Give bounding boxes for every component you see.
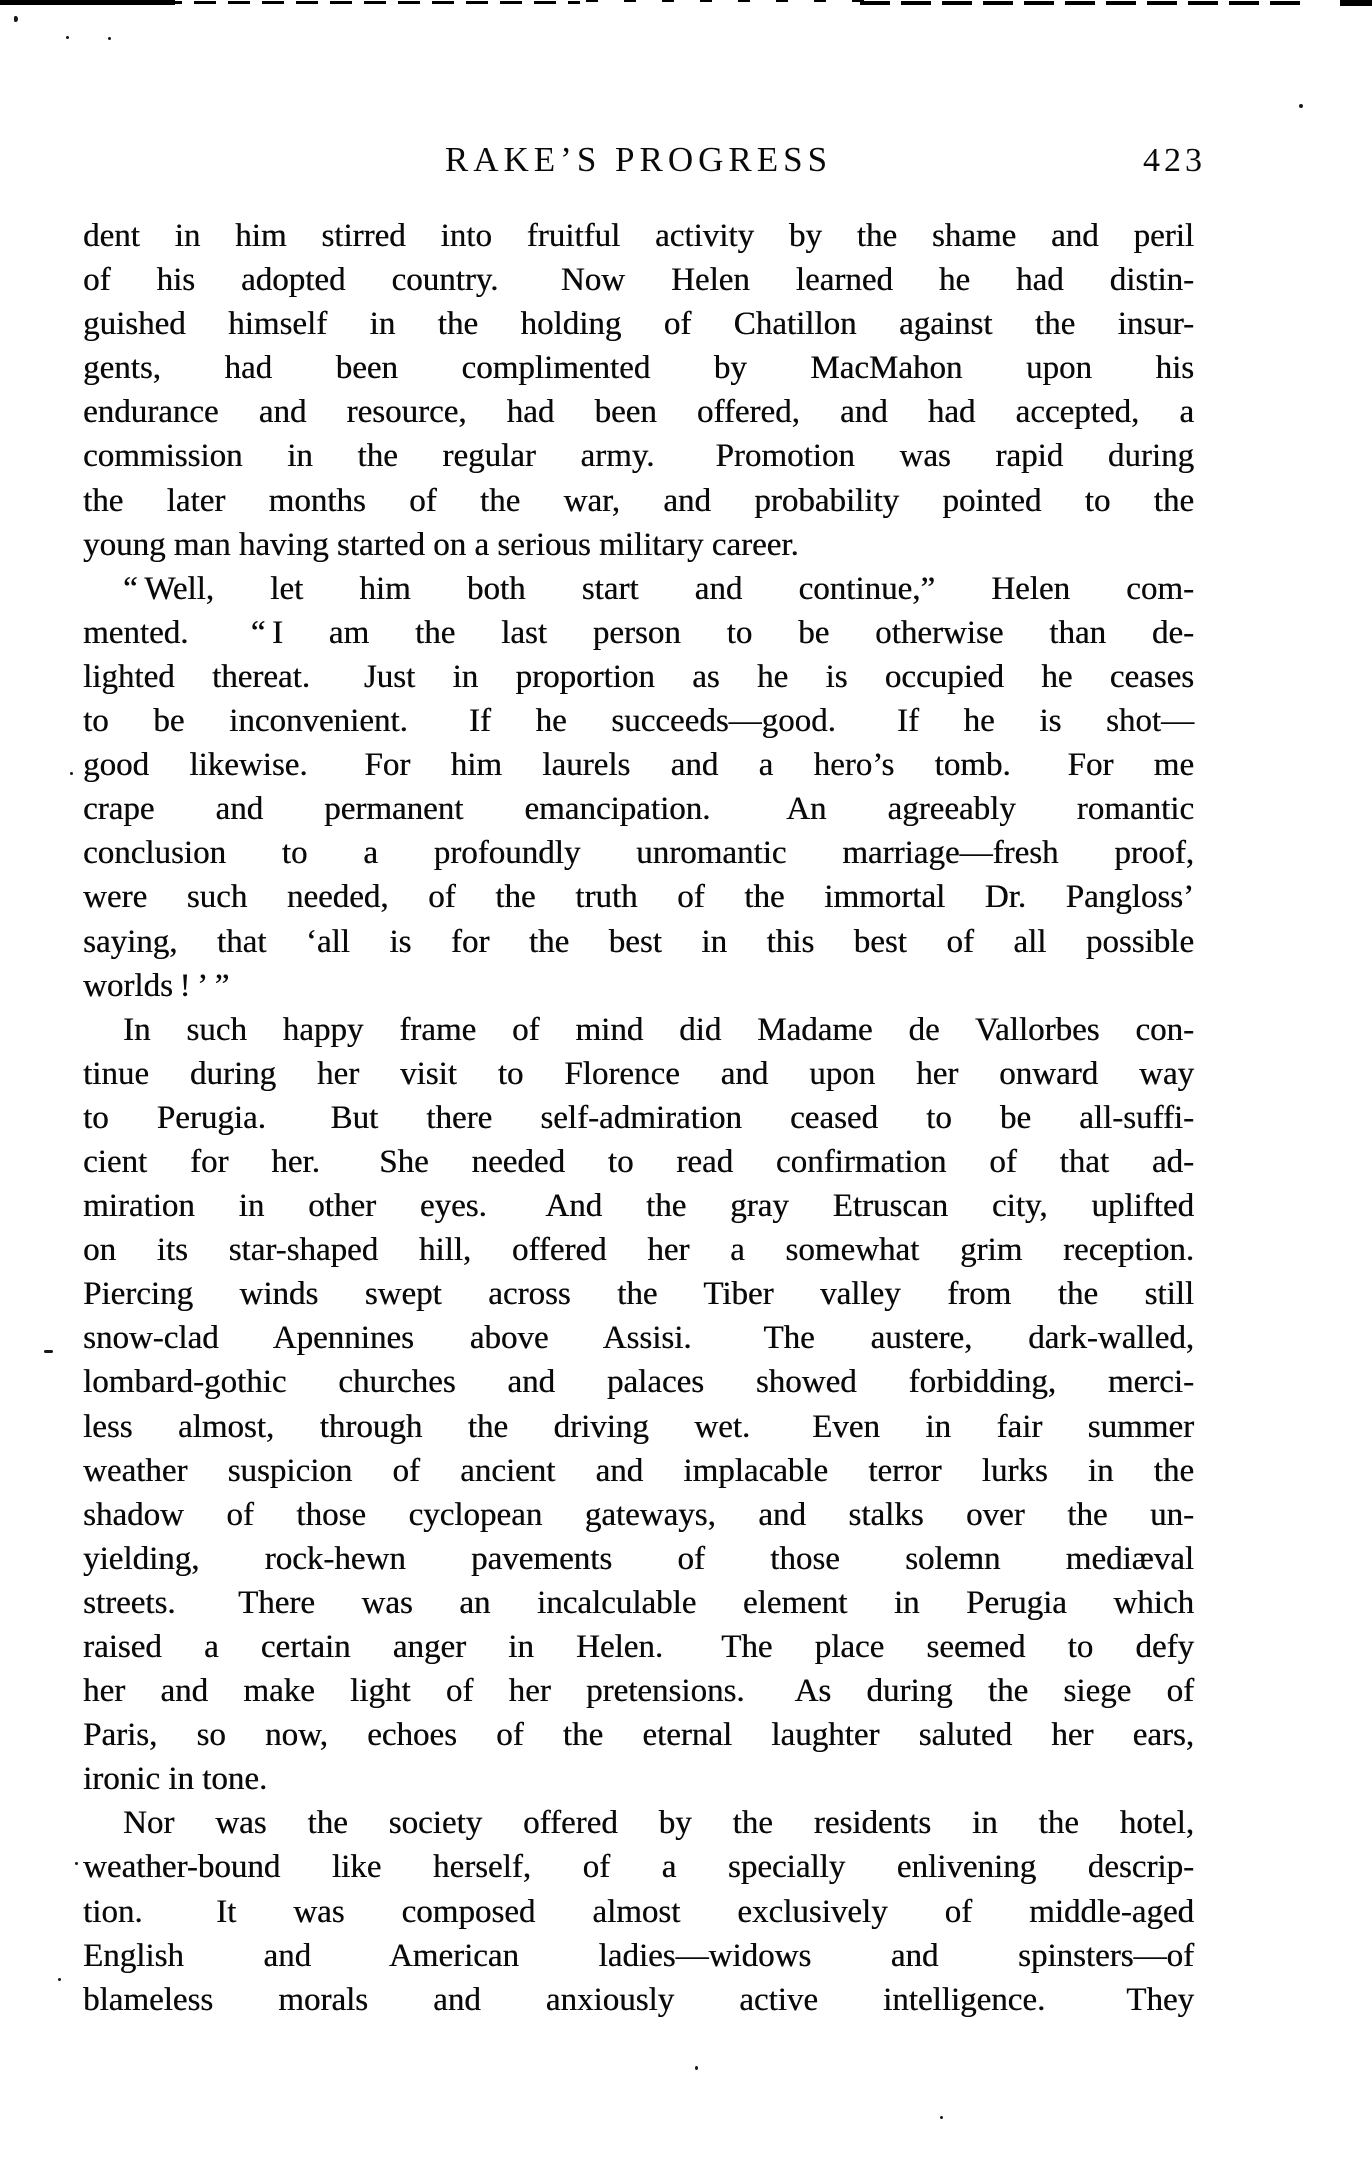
text-line: endurance and resource, had been offered, and had accepted, a	[83, 394, 1194, 431]
paragraph	[83, 567, 1194, 1008]
text-line: saying, that ‘all is for the best in this best of all possible	[83, 923, 1194, 960]
text-line: good likewise. For him laurels and a hero’s tomb. For me	[83, 747, 1194, 784]
text-line: weather suspicion of ancient and implacable terror lurks in the	[83, 1452, 1194, 1489]
text-line: Nor was the society offered by the residents in the hotel,	[123, 1805, 1194, 1842]
text-line: mented. “ I am the last person to be otherwise than de-	[83, 614, 1194, 651]
scan-speck	[108, 37, 111, 40]
scan-speck	[1299, 104, 1303, 108]
text-line: blameless morals and anxiously active intelligence. They	[83, 1981, 1194, 2018]
paragraph	[83, 214, 1194, 567]
page-number: 423	[1143, 142, 1206, 179]
paragraph	[83, 1008, 1194, 1802]
text-line: ironic in tone.	[83, 1761, 268, 1798]
scan-speck	[695, 2066, 698, 2070]
text-line: Paris, so now, echoes of the eternal laughter saluted her ears,	[83, 1717, 1194, 1754]
scan-speck	[58, 1978, 61, 1981]
text-line: English and American ladies—widows and spinsters—of	[83, 1937, 1194, 1974]
text-line: of his adopted country. Now Helen learned he had distin-	[83, 262, 1194, 299]
text-line: snow-clad Apennines above Assisi. The austere, dark-walled,	[83, 1320, 1194, 1357]
scan-speck	[75, 1862, 78, 1865]
text-line: to Perugia. But there self-admiration ceased to be all-suffi-	[83, 1099, 1194, 1136]
text-line: tinue during her visit to Florence and upon her onward way	[83, 1055, 1194, 1092]
text-line: guished himself in the holding of Chatillon against the insur-	[83, 306, 1194, 343]
text-line: to be inconvenient. If he succeeds—good. If he is shot—	[83, 703, 1194, 740]
scan-speck	[14, 16, 18, 22]
page-title: RAKE’S PROGRESS	[444, 140, 833, 179]
text-line: on its star-shaped hill, offered her a somewhat grim reception.	[83, 1232, 1194, 1269]
scan-speck	[70, 772, 73, 775]
text-line: the later months of the war, and probability pointed to the	[83, 482, 1194, 519]
scan-speck	[44, 1350, 53, 1353]
text-line: Piercing winds swept across the Tiber valley from the still	[83, 1276, 1194, 1313]
body-text	[83, 214, 1194, 2022]
running-header	[83, 140, 1206, 186]
text-line: lighted thereat. Just in proportion as he is occupied he ceases	[83, 658, 1194, 695]
text-line: lombard-gothic churches and palaces showed forbidding, merci-	[83, 1364, 1194, 1401]
text-line: “ Well, let him both start and continue,” Helen com-	[123, 570, 1194, 607]
text-line: tion. It was composed almost exclusively of middle-aged	[83, 1893, 1194, 1930]
text-line: streets. There was an incalculable element in Perugia which	[83, 1584, 1194, 1621]
text-line: miration in other eyes. And the gray Etruscan city, uplifted	[83, 1188, 1194, 1225]
scan-edge-artifact	[0, 0, 1372, 10]
scan-speck	[940, 2116, 943, 2119]
text-line: raised a certain anger in Helen. The place seemed to defy	[83, 1629, 1194, 1665]
text-line: yielding, rock-hewn pavements of those solemn mediæval	[83, 1540, 1194, 1577]
text-line: dent in him stirred into fruitful activity by the shame and peril	[83, 218, 1194, 254]
text-line: commission in the regular army. Promotion was rapid during	[83, 438, 1194, 475]
text-line: In such happy frame of mind did Madame de Vallorbes con-	[123, 1011, 1194, 1048]
paragraph	[83, 1801, 1194, 2021]
text-line: shadow of those cyclopean gateways, and stalks over the un-	[83, 1496, 1194, 1533]
text-line: crape and permanent emancipation. An agreeably romantic	[83, 791, 1194, 828]
text-line: worlds ! ’ ”	[83, 967, 230, 1004]
text-line: weather-bound like herself, of a specially enlivening descrip-	[83, 1849, 1194, 1886]
text-line: cient for her. She needed to read confirmation of that ad-	[83, 1143, 1194, 1180]
text-line: her and make light of her pretensions. As during the siege of	[83, 1673, 1194, 1710]
text-line: less almost, through the driving wet. Even in fair summer	[83, 1408, 1194, 1445]
text-line: young man having started on a serious military career.	[83, 526, 799, 563]
scan-speck	[66, 36, 69, 39]
text-line: conclusion to a profoundly unromantic marriage—fresh proof,	[83, 835, 1194, 872]
text-line: were such needed, of the truth of the immortal Dr. Pangloss’	[83, 879, 1194, 916]
text-line: gents, had been complimented by MacMahon upon his	[83, 350, 1194, 387]
